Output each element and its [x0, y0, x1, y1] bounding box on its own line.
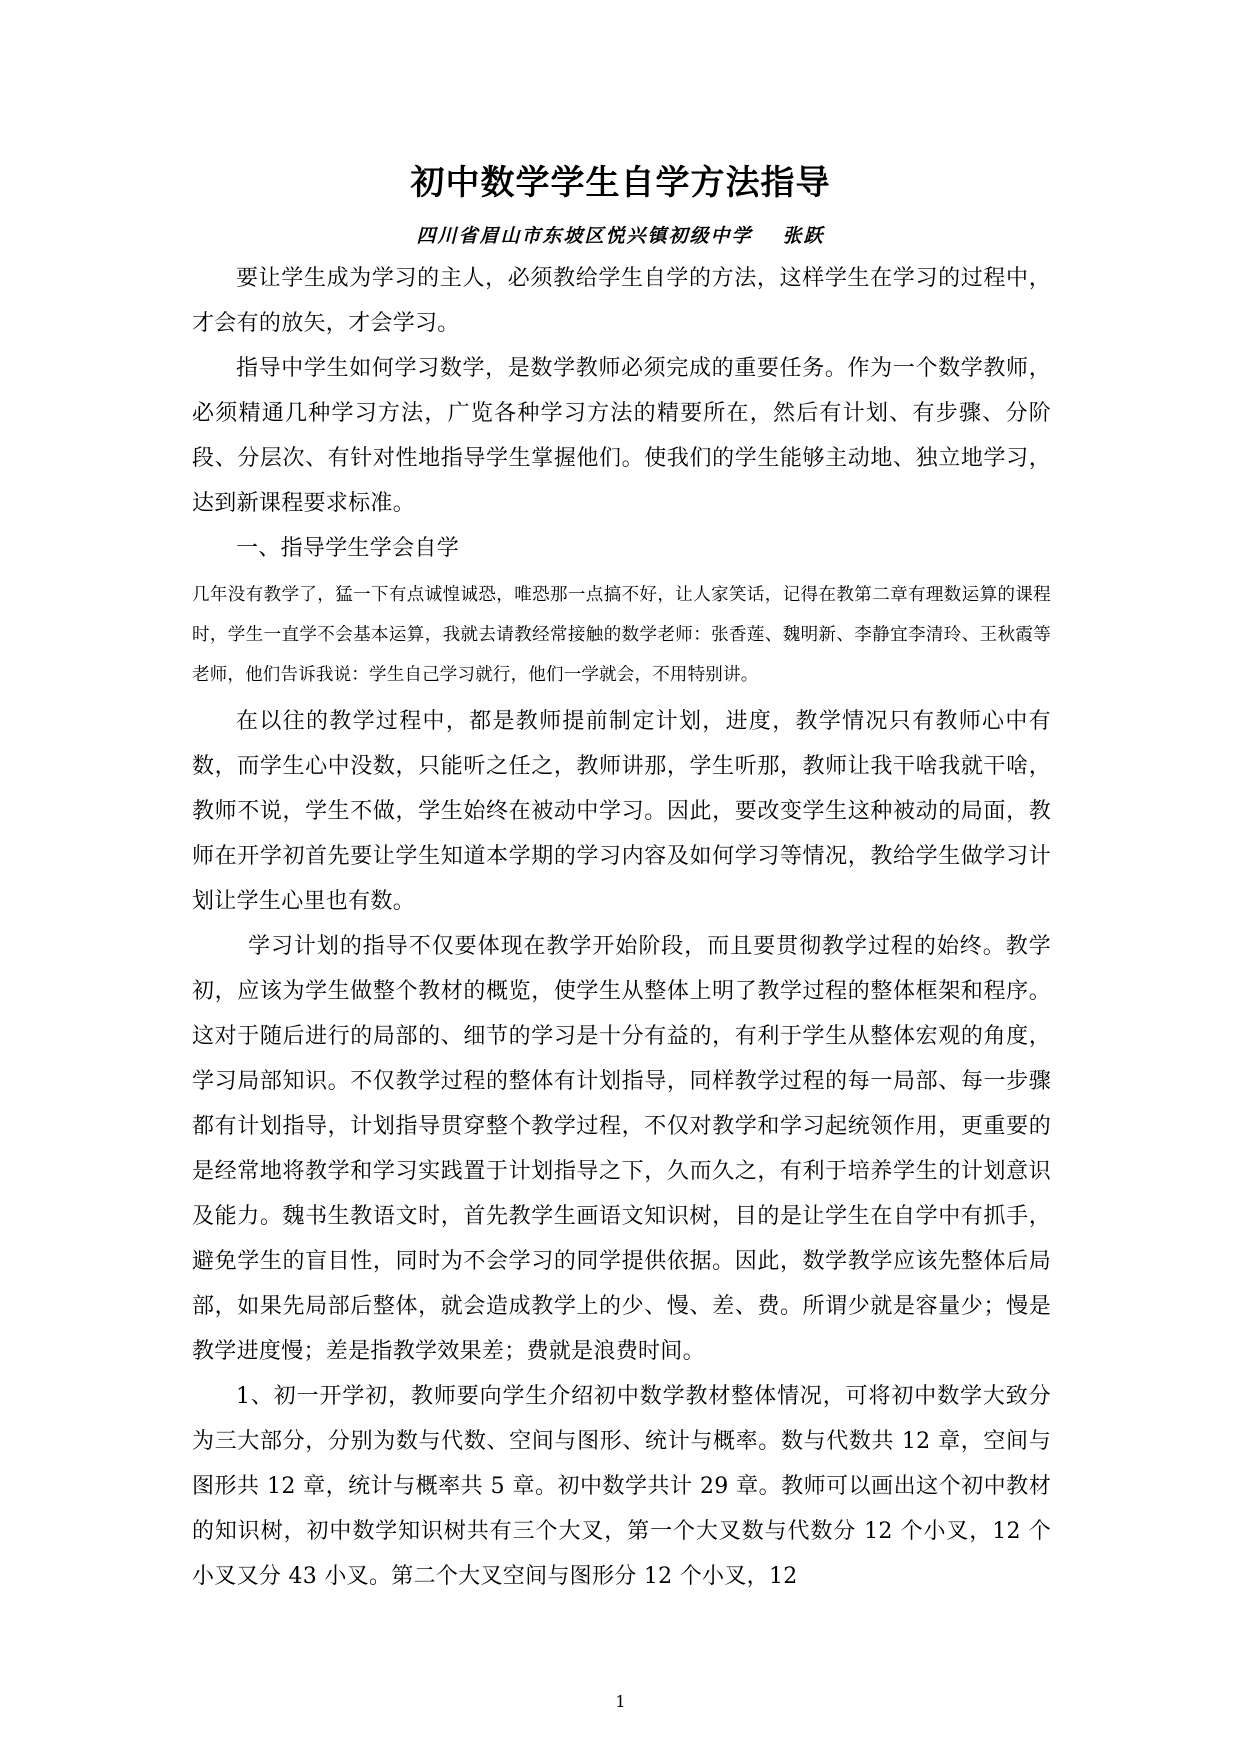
byline-school: 四川省眉山市东坡区悦兴镇初级中学	[416, 225, 753, 247]
section-heading-1: 一、指导学生学会自学	[236, 536, 460, 561]
paragraph-anecdote: 几年没有教学了，猛一下有点诚惶诚恐，唯恐那一点搞不好，让人家笑话，记得在教第二章有理数运算的课程时，学生一直学不会基本运算，我就去请教经常接触的数学老师：张香莲、魏明新、李静宜李清玲、王秋霞等老师，他们告诉我说：学生自己学习就行，他们一学就会，不用特别讲。	[192, 585, 1051, 685]
document-byline	[0, 222, 1241, 250]
paragraph-past-teaching: 在以往的教学过程中，都是教师提前制定计划，进度，教学情况只有教师心中有数，而学生心中没数，只能听之任之，教师讲那，学生听那，教师让我干啥我就干啥，教师不说，学生不做，学生始终在被动中学习。因此，要改变学生这种被动的局面，教师在开学初首先要让学生知道本学期的学习内容及如何学习等情况，教给学生做学习计划让学生心里也有数。	[192, 709, 1051, 914]
document-title: 初中数学学生自学方法指导	[410, 163, 831, 203]
paragraph-point-1: 1、初一开学初，教师要向学生介绍初中数学教材整体情况，可将初中数学大致分为三大部分，分别为数与代数、空间与图形、统计与概率。数与代数共 12 章，空间与图形共 12 章，统计与概率共 5 章。初中数学共计 29 章。教师可以画出这个初中教材的知识树，初中数学知识树共有三个大叉，第一个大叉数与代数分 12 个小叉，12 个小叉又分 43 小叉。第二个大叉空间与图形分 12 个小叉，12	[192, 1384, 1051, 1589]
document-body	[192, 256, 1051, 1599]
paragraph-intro: 要让学生成为学习的主人，必须教给学生自学的方法，这样学生在学习的过程中，才会有的放矢，才会学习。	[192, 266, 1051, 336]
page-number: 1	[615, 1692, 626, 1711]
paragraph-study-plan: 学习计划的指导不仅要体现在教学开始阶段，而且要贯彻教学过程的始终。教学初，应该为学生做整个教材的概览，使学生从整体上明了教学过程的整体框架和程序。这对于随后进行的局部的、细节的学习是十分有益的，有利于学生从整体宏观的角度，学习局部知识。不仅教学过程的整体有计划指导，同样教学过程的每一局部、每一步骤都有计划指导，计划指导贯穿整个教学过程，不仅对教学和学习起统领作用，更重要的是经常地将教学和学习实践置于计划指导之下，久而久之，有利于培养学生的计划意识及能力。魏书生教语文时，首先教学生画语文知识树，目的是让学生在自学中有抓手，避免学生的盲目性，同时为不会学习的同学提供依据。因此，数学教学应该先整体后局部，如果先局部后整体，就会造成教学上的少、慢、差、费。所谓少就是容量少；慢是教学进度慢；差是指教学效果差；费就是浪费时间。	[192, 934, 1051, 1364]
paragraph-guidance: 指导中学生如何学习数学，是数学教师必须完成的重要任务。作为一个数学教师，必须精通几种学习方法，广览各种学习方法的精要所在，然后有计划、有步骤、分阶段、分层次、有针对性地指导学生掌握他们。使我们的学生能够主动地、独立地学习，达到新课程要求标准。	[192, 356, 1051, 516]
byline-author: 张跃	[782, 225, 825, 247]
